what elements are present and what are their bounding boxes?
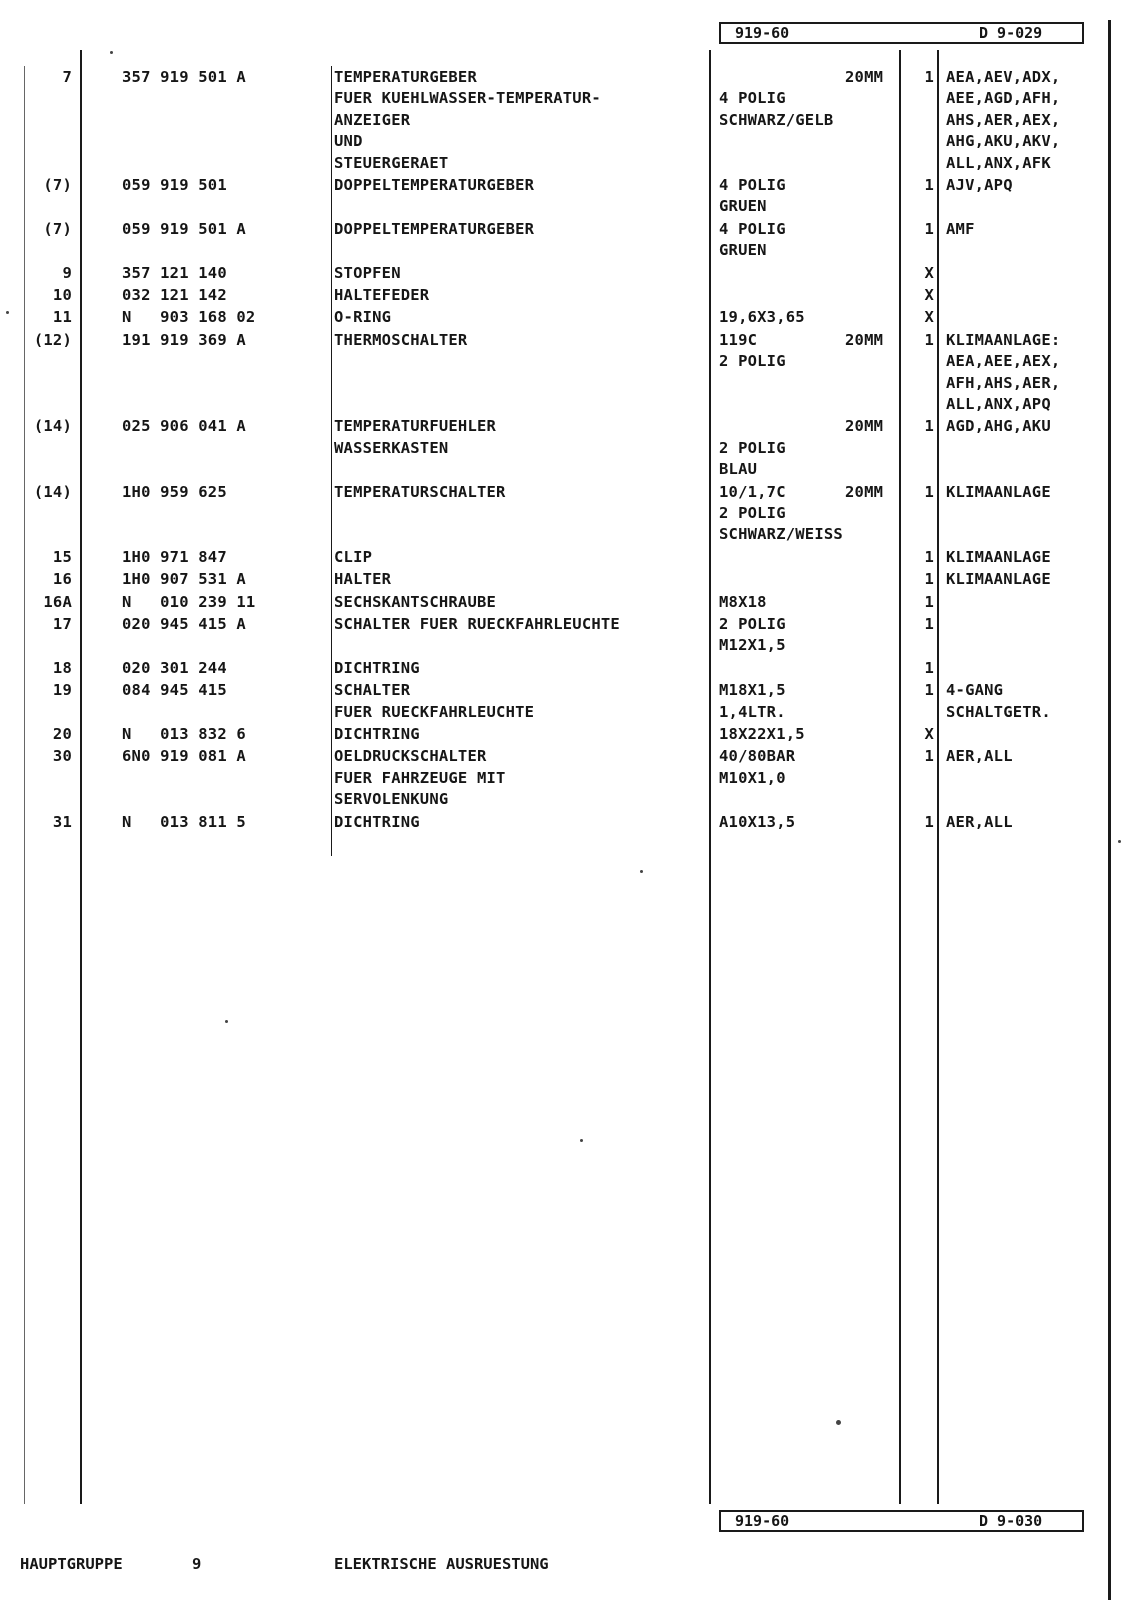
position-number: 31 <box>52 812 72 831</box>
quantity: 1 <box>924 681 934 700</box>
description-line: DOPPELTEMPERATURGEBER <box>334 176 535 194</box>
spec-size: 20MM <box>845 330 884 349</box>
position-number: (7) <box>43 219 72 238</box>
spec-line: 119C <box>719 330 758 349</box>
header-group-top: 919-60 <box>735 24 790 42</box>
header-page-top: D 9-029 <box>979 24 1043 42</box>
header-group-bottom: 919-60 <box>735 1512 790 1530</box>
table-row <box>0 307 1142 328</box>
description-line: SERVOLENKUNG <box>334 790 449 809</box>
spec-line: 2 POLIG <box>719 503 786 522</box>
description-line: HALTER <box>334 570 392 589</box>
part-number: 032 121 142 <box>122 286 227 304</box>
remark-line: AER,ALL <box>946 747 1013 766</box>
part-number: N 903 168 02 <box>122 308 256 327</box>
remark-line: SCHALTGETR. <box>946 702 1051 721</box>
spec-line: M10X1,0 <box>719 768 786 787</box>
description-line: THERMOSCHALTER <box>334 330 468 349</box>
spec-line: GRUEN <box>719 197 767 216</box>
spec-line: SCHWARZ/WEISS <box>719 525 843 544</box>
position-number: (14) <box>33 417 72 436</box>
quantity: 1 <box>924 176 934 194</box>
quantity: X <box>924 308 934 327</box>
part-number: 084 945 415 <box>122 681 227 700</box>
table-row <box>0 658 1142 679</box>
description-line: FUER FAHRZEUGE MIT <box>334 768 506 787</box>
spec-line: 19,6X3,65 <box>719 308 805 327</box>
quantity: 1 <box>924 417 934 436</box>
description-line: SECHSKANTSCHRAUBE <box>334 592 497 611</box>
description-line: SCHALTER <box>334 681 411 700</box>
quantity: 1 <box>924 219 934 238</box>
remark-line: ALL,ANX,APQ <box>946 394 1051 413</box>
remark-line: AGD,AHG,AKU <box>946 417 1051 436</box>
description-line: TEMPERATURGEBER <box>334 68 477 86</box>
table-row <box>0 219 1142 262</box>
spec-size: 20MM <box>845 482 884 501</box>
position-number: (14) <box>33 482 72 501</box>
table-row <box>0 175 1142 218</box>
spec-line: 2 POLIG <box>719 615 786 633</box>
description-line: STOPFEN <box>334 263 401 282</box>
description-line: UND <box>334 132 363 151</box>
part-number: 1H0 959 625 <box>122 482 227 501</box>
description-line: O-RING <box>334 308 392 327</box>
remark-line: KLIMAANLAGE <box>946 547 1051 566</box>
spec-line: 10/1,7C <box>719 482 786 501</box>
part-number: 059 919 501 <box>122 176 227 194</box>
description-line: DICHTRING <box>334 812 420 831</box>
position-number: 19 <box>52 681 72 700</box>
spec-size: 20MM <box>845 417 884 436</box>
table-row <box>0 285 1142 306</box>
part-number: N 013 832 6 <box>122 725 246 743</box>
remark-line: AMF <box>946 219 975 238</box>
quantity: 1 <box>924 482 934 501</box>
table-row <box>0 812 1142 833</box>
table-row <box>0 614 1142 657</box>
scan-speck <box>225 1020 228 1023</box>
part-number: 357 919 501 A <box>122 68 246 86</box>
remark-line: KLIMAANLAGE <box>946 570 1051 589</box>
table-row <box>0 67 1142 174</box>
position-number: 16 <box>52 570 72 589</box>
remark-line: KLIMAANLAGE <box>946 482 1051 501</box>
description-line: DOPPELTEMPERATURGEBER <box>334 219 535 238</box>
scan-speck <box>6 311 9 314</box>
quantity: 1 <box>924 747 934 766</box>
footer-label: HAUPTGRUPPE <box>20 1555 123 1573</box>
remark-line: 4-GANG <box>946 681 1004 700</box>
position-number: 20 <box>52 725 72 743</box>
remark-line: AEE,AGD,AFH, <box>946 89 1061 108</box>
position-number: 7 <box>62 68 72 86</box>
part-number: 6N0 919 081 A <box>122 747 246 766</box>
table-row <box>0 724 1142 745</box>
scan-speck <box>640 870 643 873</box>
part-number: 059 919 501 A <box>122 219 246 238</box>
quantity: 1 <box>924 615 934 633</box>
remark-line: AEA,AEV,ADX, <box>946 68 1061 86</box>
position-number: 10 <box>52 286 72 304</box>
spec-line: SCHWARZ/GELB <box>719 110 834 129</box>
remark-line: AHS,AER,AEX, <box>946 110 1061 129</box>
quantity: X <box>924 725 934 743</box>
header-box-top <box>719 22 1084 44</box>
part-number: 1H0 971 847 <box>122 547 227 566</box>
part-number: 357 121 140 <box>122 263 227 282</box>
footer-group: 9 <box>192 1555 202 1573</box>
description-line: DICHTRING <box>334 725 420 743</box>
quantity: 1 <box>924 547 934 566</box>
footer-title: ELEKTRISCHE AUSRUESTUNG <box>334 1555 549 1573</box>
table-row <box>0 547 1142 568</box>
remark-line: AER,ALL <box>946 812 1013 831</box>
position-number: (7) <box>43 176 72 194</box>
spec-line: 40/80BAR <box>719 747 796 766</box>
remark-line: AFH,AHS,AER, <box>946 373 1061 392</box>
quantity: X <box>924 286 934 304</box>
part-number: 1H0 907 531 A <box>122 570 246 589</box>
table-row <box>0 330 1142 416</box>
spec-line: 1,4LTR. <box>719 702 786 721</box>
quantity: 1 <box>924 68 934 86</box>
part-number: N 010 239 11 <box>122 592 256 611</box>
description-line: CLIP <box>334 547 373 566</box>
spec-line: 4 POLIG <box>719 89 786 108</box>
description-line: HALTEFEDER <box>334 286 430 304</box>
table-row <box>0 263 1142 284</box>
spec-size: 20MM <box>845 68 884 86</box>
position-number: 18 <box>52 658 72 677</box>
spec-line: M18X1,5 <box>719 681 786 700</box>
quantity: 1 <box>924 330 934 349</box>
description-line: ANZEIGER <box>334 110 411 129</box>
remark-line: AJV,APQ <box>946 176 1013 194</box>
spec-line: BLAU <box>719 460 758 479</box>
remark-line: ALL,ANX,AFK <box>946 153 1051 172</box>
quantity: X <box>924 263 934 282</box>
scan-speck <box>836 1420 841 1425</box>
spec-line: GRUEN <box>719 241 767 260</box>
description-line: DICHTRING <box>334 658 420 677</box>
remark-line: AHG,AKU,AKV, <box>946 132 1061 151</box>
header-page-bottom: D 9-030 <box>979 1512 1043 1530</box>
scan-speck <box>110 51 113 54</box>
description-line: TEMPERATURSCHALTER <box>334 482 506 501</box>
spec-line: 4 POLIG <box>719 219 786 238</box>
remark-line: KLIMAANLAGE: <box>946 330 1061 349</box>
part-number: N 013 811 5 <box>122 812 246 831</box>
quantity: 1 <box>924 592 934 611</box>
spec-line: 4 POLIG <box>719 176 786 194</box>
position-number: 16A <box>43 592 72 611</box>
spec-line: 2 POLIG <box>719 352 786 371</box>
spec-line: 2 POLIG <box>719 438 786 457</box>
description-line: WASSERKASTEN <box>334 438 449 457</box>
table-row <box>0 746 1142 810</box>
table-row <box>0 569 1142 590</box>
quantity: 1 <box>924 570 934 589</box>
spec-line: A10X13,5 <box>719 812 796 831</box>
part-number: 020 301 244 <box>122 658 227 677</box>
description-line: FUER RUECKFAHRLEUCHTE <box>334 702 535 721</box>
table-row <box>0 592 1142 613</box>
description-line: SCHALTER FUER RUECKFAHRLEUCHTE <box>334 615 620 633</box>
part-number: 025 906 041 A <box>122 417 246 436</box>
part-number: 020 945 415 A <box>122 615 246 633</box>
remark-line: AEA,AEE,AEX, <box>946 352 1061 371</box>
header-box-bottom <box>719 1510 1084 1532</box>
description-line: TEMPERATURFUEHLER <box>334 417 497 436</box>
table-row <box>0 416 1142 480</box>
position-number: 11 <box>52 308 72 327</box>
position-number: 17 <box>52 615 72 633</box>
scan-speck <box>1118 840 1121 843</box>
spec-line: M12X1,5 <box>719 636 786 655</box>
spec-line: M8X18 <box>719 592 767 611</box>
description-line: FUER KUEHLWASSER-TEMPERATUR- <box>334 89 601 108</box>
position-number: (12) <box>33 330 72 349</box>
table-row <box>0 680 1142 723</box>
description-line: OELDRUCKSCHALTER <box>334 747 487 766</box>
table-row <box>0 482 1142 546</box>
position-number: 15 <box>52 547 72 566</box>
quantity: 1 <box>924 658 934 677</box>
position-number: 30 <box>52 747 72 766</box>
quantity: 1 <box>924 812 934 831</box>
part-number: 191 919 369 A <box>122 330 246 349</box>
spec-line: 18X22X1,5 <box>719 725 805 743</box>
scan-speck <box>580 1139 583 1142</box>
position-number: 9 <box>62 263 72 282</box>
description-line: STEUERGERAET <box>334 153 449 172</box>
